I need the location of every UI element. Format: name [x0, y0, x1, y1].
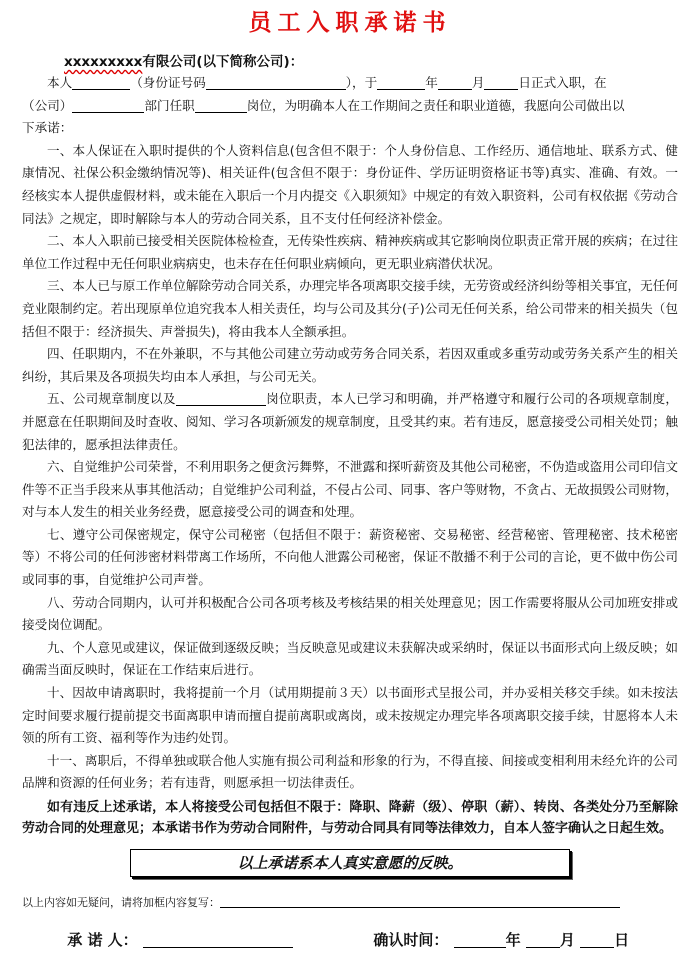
- sign-year-label: 年: [505, 931, 521, 949]
- commitment-11: 十一、离职后，不得单独或联合他人实施有损公司利益和形象的行为，不得直接、间接或变相利用未经允许的公司品牌和资源的任何业务；若有违背，则愿承担一切法律责任。: [22, 752, 678, 791]
- intro-text: （身份证号码: [130, 75, 206, 90]
- commitment-10: 十、因故申请离职时，我将提前一个月（试用期提前３天）以书面形式呈报公司，并办妥相关移交手续。如未按法定时间要求履行提前提交书面离职申请而擅自提前离职或离岗，或未按规定办理完毕各项离职交接手续，甘愿将本人未领的所有工资、福利等作为违约处罚。: [22, 685, 678, 746]
- day-blank[interactable]: [484, 75, 518, 90]
- intro-text: 日正式入职，在: [518, 75, 607, 90]
- confirmation-banner: 以上承诺系本人真实意愿的反映。: [130, 849, 570, 877]
- commitment-8: 八、劳动合同期内，认可并积极配合公司各项考核及考核结果的相关处理意见；因工作需要将服从公司加班安排或接受岗位调配。: [22, 594, 678, 633]
- commitment-3: 三、本人已与原工作单位解除劳动合同关系，办理完毕各项离职交接手续，无劳资或经济纠纷等相关事宜，无任何竞业限制约定。若出现原单位追究我本人相关责任，均与公司及其分(子)公司无任何关系，给公司带来的相关损失（包括但不限于：经济损失、声誉损失)，将由我本人全额承担。: [22, 278, 678, 339]
- position-blank[interactable]: [195, 98, 247, 113]
- intro-text: 年: [425, 75, 438, 90]
- sign-month-blank[interactable]: [526, 933, 560, 948]
- department-blank[interactable]: [72, 98, 144, 113]
- intro-text: 部门任职: [144, 97, 195, 113]
- copy-blank[interactable]: [220, 893, 620, 908]
- commitment-9: 九、个人意见或建议，保证做到逐级反映；当反映意见或建议未获解决或采纳时，保证以书面形式向上级反映；如确需当面反映时，保证在工作结束后进行。: [22, 639, 678, 678]
- intro-text: 岗位，为明确本人在工作期间之责任和职业道德，我愿向公司做出以: [246, 97, 625, 113]
- intro-text: 本人: [47, 75, 73, 90]
- name-blank[interactable]: [72, 75, 130, 90]
- month-blank[interactable]: [438, 75, 472, 90]
- intro-text: 月: [471, 75, 485, 90]
- signature-row: [22, 929, 678, 950]
- company-suffix: 有限公司(以下简称公司)：: [142, 54, 304, 70]
- signer-label: 承 诺 人：: [67, 931, 138, 949]
- commitment-5: [22, 388, 678, 456]
- commitment-4: 四、任职期内，不在外兼职，不与其他公司建立劳动或劳务合同关系，若因双重或多重劳动或劳务关系产生的相关纠纷，其后果及各项损失均由本人承担，与公司无关。: [22, 346, 678, 384]
- page-title: 员工入职承诺书: [248, 9, 452, 36]
- copy-label: 以上内容如无疑问，请将加框内容复写：: [22, 896, 220, 909]
- date-label: 确认时间：: [373, 931, 449, 949]
- id-number-blank[interactable]: [206, 75, 346, 90]
- commitment-text: 五、公司规章制度以及: [47, 391, 176, 407]
- commitment-text: 岗位职责，本人已学习和明确，并严格遵守和履行公司的各项规章制度，并愿意在任职期间及时查收、阅知、学习各项新颁发的规章制度，且受其约束。若有违反，愿意接受公司相关处罚；触犯法律的，愿承担法律责任。: [22, 391, 679, 452]
- commitment-2: 二、本人入职前已接受相关医院体检检查，无传染性疾病、精神疾病或其它影响岗位职责正常开展的疾病；在过往单位工作过程中无任何职业病病史，也未存在任何职业病倾向，更无职业病潜伏状况。: [22, 233, 678, 271]
- sign-day-blank[interactable]: [580, 933, 614, 948]
- company-name-placeholder: xxxxxxxxx: [64, 54, 143, 70]
- position-duty-blank[interactable]: [176, 391, 266, 406]
- commitment-1: 一、本人保证在入职时提供的个人资料信息(包含但不限于：个人身份信息、工作经历、通信地址、联系方式、健康情况、社保公积金缴纳情况等)、相关证件(包含但不限于：身份证件、学历证明资格证书等)真实、准确、有效。一经核实本人提供虚假材料，或未能在入职后一个月内提交《入职须知》中规定的有效入职资料，公司有权依据《劳动合同法》之规定，即时解除与本人的劳动合同关系，且不支付任何经济补偿金。: [22, 142, 678, 226]
- intro-text: （公司）: [22, 97, 73, 113]
- intro-text: ），于: [345, 75, 378, 90]
- year-blank[interactable]: [377, 75, 425, 90]
- signer-blank[interactable]: [143, 933, 293, 948]
- intro-paragraph: [22, 72, 678, 95]
- sign-year-blank[interactable]: [454, 933, 506, 948]
- sign-day-label: 日: [614, 931, 630, 949]
- commitment-7: 七、遵守公司保密规定，保守公司秘密（包括但不限于：薪资秘密、交易秘密、经营秘密、管理秘密、技术秘密等）不将公司的任何涉密材料带离工作场所，不向他人泄露公司秘密，保证不散播不利于公司的言论，更不做中伤公司或同事的事，自觉维护公司声誉。: [22, 526, 678, 588]
- commitment-6: 六、自觉维护公司荣誉，不利用职务之便贪污舞弊，不泄露和探听薪资及其他公司秘密，不伪造或盗用公司印信文件等不正当手段来从事其他活动；自觉维护公司利益，不侵占公司、同事、客户等财物，不贪占、无故损毁公司财物，对与本人发生的相关业务经费，愿意接受公司的调查和处理。: [22, 459, 678, 520]
- document-page: [22, 0, 678, 950]
- intro-paragraph-3: 下承诺：: [22, 120, 73, 136]
- sign-month-label: 月: [559, 931, 575, 949]
- violation-note: 如有违反上述承诺，本人将接受公司包括但不限于：降职、降薪（级）、停职（薪）、转岗、各类处分乃至解除劳动合同的处理意见；本承诺书作为劳动合同附件，与劳动合同具有同等法律效力，自本人签字确认之日起生效。: [22, 800, 678, 836]
- company-line: [64, 50, 678, 72]
- intro-paragraph-2: [22, 95, 678, 118]
- copy-line: [22, 893, 678, 915]
